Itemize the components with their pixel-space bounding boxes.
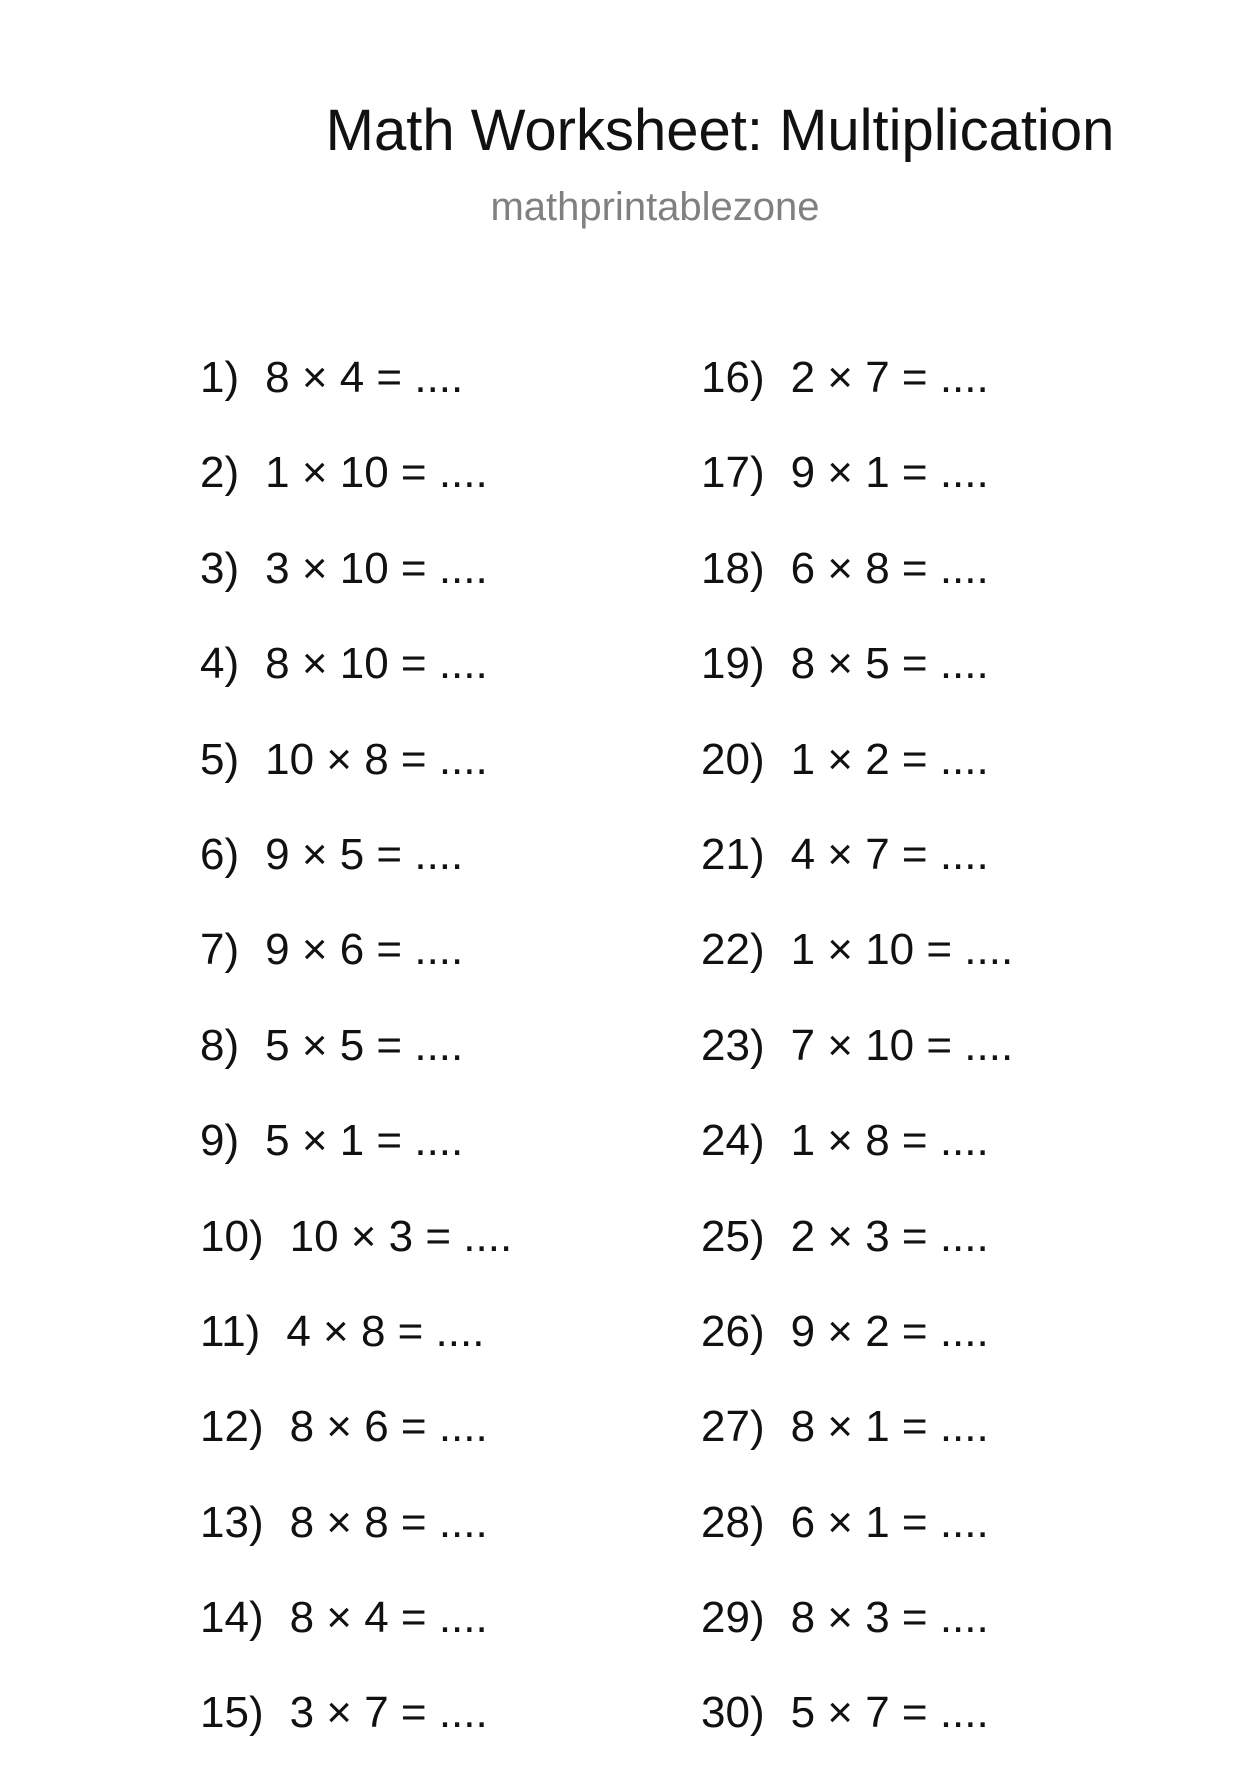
problem-number: 7)	[200, 925, 240, 975]
worksheet-subtitle: mathprintablezone	[490, 185, 820, 229]
problem-number: 13)	[200, 1497, 264, 1547]
problem-item	[701, 1397, 1013, 1492]
problem-item	[701, 825, 1013, 920]
problem-number: 23)	[701, 1020, 765, 1070]
problem-expression: 8 × 4 = ....	[265, 353, 464, 402]
problem-item	[200, 1111, 512, 1206]
problem-number: 1)	[200, 353, 240, 402]
problem-item	[200, 920, 512, 1015]
problem-item	[701, 1016, 1013, 1111]
problem-expression: 10 × 3 = ....	[289, 1211, 513, 1261]
problem-expression: 1 × 10 = ....	[265, 448, 488, 498]
problem-number: 22)	[701, 925, 765, 975]
problem-number: 2)	[200, 448, 240, 498]
problem-expression: 10 × 8 = ....	[265, 734, 488, 784]
problem-expression: 9 × 6 = ....	[265, 925, 464, 975]
problem-number: 30)	[701, 1688, 765, 1738]
problem-expression: 4 × 7 = ....	[790, 829, 989, 879]
problem-number: 19)	[701, 639, 765, 689]
problem-number: 24)	[701, 1116, 765, 1166]
problem-item	[200, 634, 512, 729]
problem-expression: 4 × 8 = ....	[286, 1306, 485, 1356]
problem-number: 16)	[701, 353, 765, 402]
problem-expression: 8 × 6 = ....	[289, 1402, 488, 1452]
problem-number: 6)	[200, 829, 240, 879]
problem-item	[200, 539, 512, 634]
problem-item	[200, 1493, 512, 1588]
problem-expression: 9 × 5 = ....	[265, 829, 464, 879]
problem-expression: 6 × 8 = ....	[790, 543, 989, 593]
problem-expression: 5 × 5 = ....	[265, 1020, 464, 1070]
problem-item	[200, 348, 512, 443]
problem-expression: 8 × 8 = ....	[289, 1497, 488, 1547]
problem-number: 25)	[701, 1211, 765, 1261]
problem-item	[701, 1683, 1013, 1778]
problem-number: 3)	[200, 543, 240, 593]
problem-expression: 2 × 3 = ....	[790, 1211, 989, 1261]
problem-expression: 6 × 1 = ....	[790, 1497, 989, 1547]
problem-number: 26)	[701, 1306, 765, 1356]
problems-column-left	[200, 348, 512, 1779]
problem-number: 12)	[200, 1402, 264, 1452]
problem-item	[701, 1111, 1013, 1206]
problem-number: 29)	[701, 1593, 765, 1643]
worksheet-title: Math Worksheet: Multiplication	[325, 98, 1115, 163]
problem-expression: 3 × 7 = ....	[289, 1688, 488, 1738]
problem-expression: 5 × 7 = ....	[790, 1688, 989, 1738]
problem-item	[200, 1397, 512, 1492]
problem-item	[701, 920, 1013, 1015]
problem-number: 5)	[200, 734, 240, 784]
problem-item	[200, 1588, 512, 1683]
problem-expression: 3 × 10 = ....	[265, 543, 488, 593]
problem-number: 8)	[200, 1020, 240, 1070]
problem-item	[200, 730, 512, 825]
problem-item	[701, 1207, 1013, 1302]
problem-item	[200, 1302, 512, 1397]
problem-expression: 1 × 10 = ....	[790, 925, 1014, 975]
problem-number: 21)	[701, 829, 765, 879]
problem-expression: 9 × 1 = ....	[790, 448, 989, 498]
problem-number: 14)	[200, 1593, 264, 1643]
problem-expression: 7 × 10 = ....	[790, 1020, 1014, 1070]
problem-number: 15)	[200, 1688, 264, 1738]
problem-item	[200, 1016, 512, 1111]
problem-expression: 8 × 4 = ....	[289, 1593, 488, 1643]
problem-item	[200, 1683, 512, 1778]
problem-item	[701, 1302, 1013, 1397]
problem-item	[701, 1588, 1013, 1683]
problem-expression: 8 × 3 = ....	[790, 1593, 989, 1643]
problem-expression: 9 × 2 = ....	[790, 1306, 989, 1356]
problem-expression: 8 × 5 = ....	[790, 639, 989, 689]
problem-expression: 8 × 10 = ....	[265, 639, 488, 689]
problem-expression: 1 × 8 = ....	[790, 1116, 989, 1166]
problem-number: 9)	[200, 1116, 240, 1166]
problem-expression: 2 × 7 = ....	[790, 353, 989, 402]
problem-expression: 8 × 1 = ....	[790, 1402, 989, 1452]
problem-expression: 1 × 2 = ....	[790, 734, 989, 784]
problem-number: 11)	[200, 1306, 261, 1356]
problem-item	[701, 348, 1013, 443]
problem-number: 28)	[701, 1497, 765, 1547]
problem-item	[701, 539, 1013, 634]
problem-item	[701, 730, 1013, 825]
problem-number: 17)	[701, 448, 765, 498]
problem-expression: 5 × 1 = ....	[265, 1116, 464, 1166]
problems-column-right	[701, 348, 1013, 1779]
problem-number: 27)	[701, 1402, 765, 1452]
problem-number: 10)	[200, 1211, 264, 1261]
problem-number: 18)	[701, 543, 765, 593]
problem-item	[701, 1493, 1013, 1588]
problem-number: 20)	[701, 734, 765, 784]
problem-item	[200, 825, 512, 920]
problem-item	[200, 443, 512, 538]
problem-item	[701, 634, 1013, 729]
problem-number: 4)	[200, 639, 240, 689]
problem-item	[200, 1207, 512, 1302]
problem-item	[701, 443, 1013, 538]
